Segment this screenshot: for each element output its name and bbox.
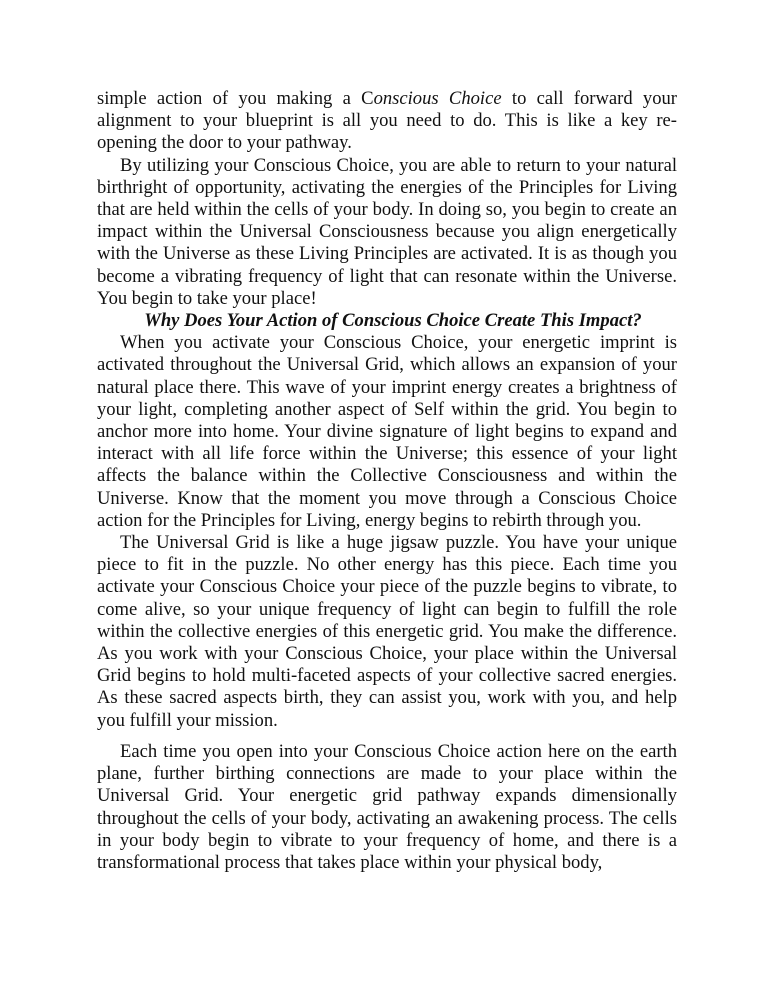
section-heading: Why Does Your Action of Conscious Choice Create This Impact? (144, 310, 642, 332)
conscious-choice-italic: onscious Choice (373, 88, 502, 109)
paragraph-4: The Universal Grid is like a huge jigsaw puzzle. You have your unique piece to fit in the puzzle. No other energy has this piece. Each time you activate your Conscious Choice your piece of the puzzle begins to vibrate, to come alive, so your unique frequency of light can begin to fulfill the role within the collective energies of this energetic grid. You make the difference. As you work with your Conscious Choice, your place within the Universal Grid begins to hold multi-faceted aspects of your collective sacred energies. As these sacred aspects birth, they can assist you, work with you, and help you fulfill your mission. (97, 532, 677, 731)
paragraph-2: By utilizing your Conscious Choice, you are able to return to your natural birthright of opportunity, activating the energies of the Principles for Living that are held within the cells of your body. In doing so, you begin to create an impact within the Universal Consciousness because you align energetically with the Universe as these Living Principles are activated. It is as though you become a vibrating frequency of light that can resonate within the Universe. You begin to take your place! (97, 154, 677, 309)
paragraph-1-start: simple action of you making a C (97, 88, 374, 109)
paragraph-1 (97, 88, 677, 155)
page-body (97, 88, 677, 874)
paragraph-1-end: to call forward your alignment to your blueprint is all you need to do. This is like a key re-opening the door to your pathway. (97, 88, 677, 154)
paragraph-3: When you activate your Conscious Choice, your energetic imprint is activated throughout the Universal Grid, which allows an expansion of your natural place there. This wave of your imprint energy creates a brightness of your light, completing another aspect of Self within the grid. You begin to anchor more into home. Your divine signature of light begins to expand and interact with all life force within the Universe; this essence of your light affects the balance within the Collective Consciousness and within the Universe. Know that the moment you move through a Conscious Choice action for the Principles for Living, energy begins to rebirth through you. (97, 332, 677, 531)
paragraph-5: Each time you open into your Conscious Choice action here on the earth plane, further birthing connections are made to your place within the Universal Grid. Your energetic grid pathway expands dimensionally throughout the cells of your body, activating an awakening process. The cells in your body begin to vibrate to your frequency of home, and there is a transformational process that takes place within your physical body, (97, 740, 677, 873)
